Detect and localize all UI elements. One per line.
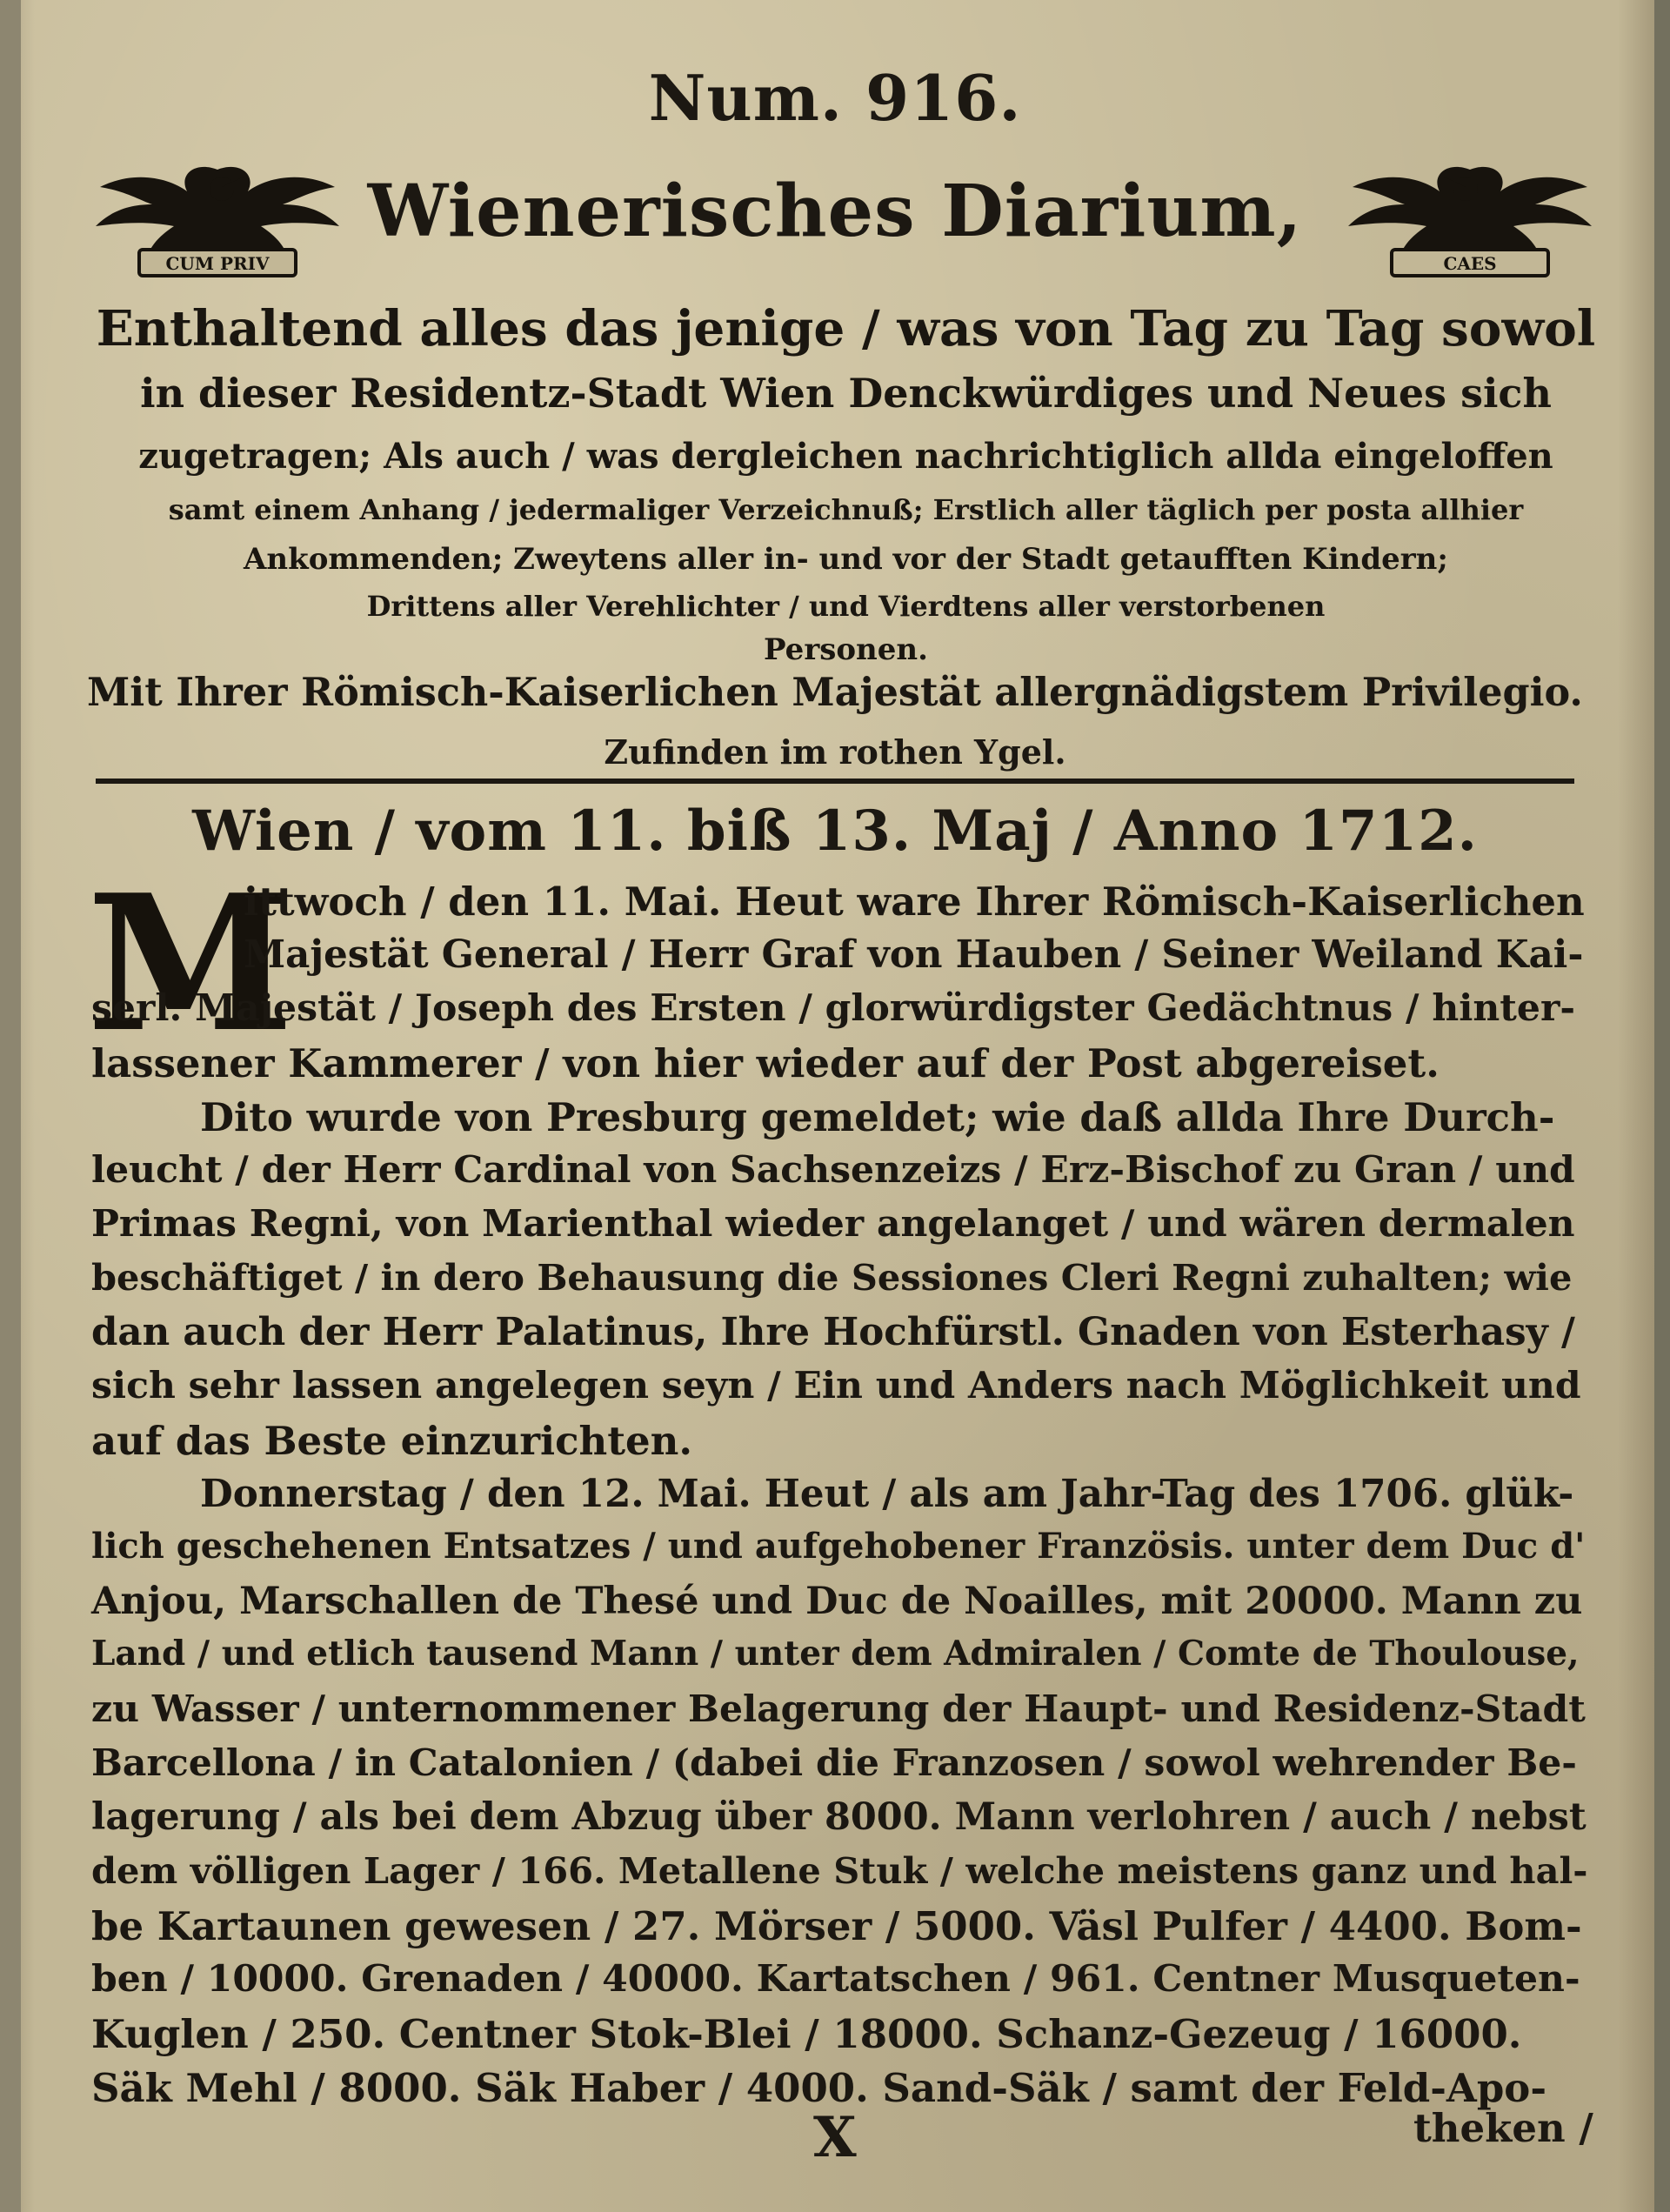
article-line: Säk Mehl / 8000. Säk Haber / 4000. Sand-Säk / samt der Feld-Apo- bbox=[91, 2065, 1546, 2111]
page-edge-right bbox=[1654, 0, 1670, 2212]
article-line: dem völligen Lager / 166. Metallene Stuk / welche meistens ganz und hal- bbox=[91, 1849, 1588, 1892]
article-line: lich geschehenen Entsatzes / und aufgehobener Französis. unter dem Duc d' bbox=[91, 1526, 1586, 1567]
page-edge-left bbox=[0, 0, 21, 2212]
article-line: Primas Regni, von Marienthal wieder angelanget / und wären dermalen bbox=[91, 1202, 1575, 1246]
eagle-emblem-left-icon bbox=[91, 152, 344, 283]
article-line: leucht / der Herr Cardinal von Sachsenzeizs / Erz-Bischof zu Gran / und bbox=[91, 1148, 1575, 1192]
article-line: Land / und etlich tausend Mann / unter dem Admiralen / Comte de Thoulouse, bbox=[91, 1634, 1580, 1674]
dateline: Wien / vom 11. biß 13. Maj / Anno 1712. bbox=[192, 799, 1478, 864]
article-line: Dito wurde von Presburg gemeldet; wie daß allda Ihre Durch- bbox=[200, 1094, 1555, 1140]
article-line: serl. Majestät / Joseph des Ersten / glorwürdigster Gedächtnus / hinter- bbox=[91, 986, 1575, 1030]
eagle-motto-left: CUM PRIV bbox=[165, 253, 270, 274]
drop-capital: M bbox=[87, 853, 294, 1073]
issue-number: Num. 916. bbox=[648, 61, 1022, 135]
article-line: sich sehr lassen angelegen seyn / Ein und Anders nach Möglichkeit und bbox=[91, 1364, 1581, 1407]
article-line: lassener Kammerer / von hier wieder auf der Post abgereiset. bbox=[91, 1040, 1440, 1086]
article-line: ittwoch / den 11. Mai. Heut ware Ihrer Römisch-Kaiserlichen bbox=[244, 879, 1585, 925]
subtitle-line: Enthaltend alles das jenige / was von Tag zu Tag sowol bbox=[96, 300, 1596, 358]
catchword: theken / bbox=[1413, 2105, 1593, 2151]
eagle-emblem-right-icon bbox=[1344, 152, 1596, 283]
subtitle-line: Drittens aller Verehlichter / und Vierdtens aller verstorbenen bbox=[366, 590, 1326, 623]
divider-rule bbox=[96, 779, 1574, 784]
article-line: auf das Beste einzurichten. bbox=[91, 1418, 693, 1464]
newspaper-title: Wienerisches Diarium, bbox=[367, 170, 1303, 253]
article-line: Donnerstag / den 12. Mai. Heut / als am Jahr-Tag des 1706. glük- bbox=[200, 1472, 1574, 1516]
privilege-line: Mit Ihrer Römisch-Kaiserlichen Majestät allergnädigstem Privilegio. bbox=[87, 670, 1583, 715]
eagle-motto-right: CAES bbox=[1443, 253, 1497, 274]
article-line: Anjou, Marschallen de Thesé und Duc de Noailles, mit 20000. Mann zu bbox=[91, 1580, 1583, 1623]
location-line: Zufinden im rothen Ygel. bbox=[604, 732, 1066, 772]
subtitle-line: zugetragen; Als auch / was dergleichen nachrichtiglich allda eingeloffen bbox=[138, 436, 1553, 477]
article-line: lagerung / als bei dem Abzug über 8000. Mann verlohren / auch / nebst bbox=[91, 1795, 1586, 1839]
subtitle-line: in dieser Residentz-Stadt Wien Denckwürdiges und Neues sich bbox=[140, 370, 1552, 417]
signature-mark: X bbox=[813, 2105, 857, 2170]
article-line: Kuglen / 250. Centner Stok-Blei / 18000. Schanz-Gezeug / 16000. bbox=[91, 2011, 1522, 2057]
article-line: Barcellona / in Catalonien / (dabei die Franzosen / sowol wehrender Be- bbox=[91, 1741, 1577, 1785]
article-line: beschäftiget / in dero Behausung die Sessiones Cleri Regni zuhalten; wie bbox=[91, 1256, 1573, 1299]
subtitle-line: samt einem Anhang / jedermaliger Verzeichnuß; Erstlich aller täglich per posta allhier bbox=[168, 493, 1524, 526]
article-line: ben / 10000. Grenaden / 40000. Kartatschen / 961. Centner Musqueten- bbox=[91, 1957, 1580, 2001]
article-line: Majestät General / Herr Graf von Hauben / Seiner Weiland Kai- bbox=[244, 932, 1584, 977]
article-line: zu Wasser / unternommener Belagerung der Haupt- und Residenz-Stadt bbox=[91, 1687, 1586, 1731]
article-line: be Kartaunen gewesen / 27. Mörser / 5000. Väsl Pulfer / 4400. Bom- bbox=[91, 1903, 1582, 1949]
subtitle-line: Ankommenden; Zweytens aller in- und vor der Stadt getaufften Kindern; bbox=[244, 542, 1448, 577]
article-line: dan auch der Herr Palatinus, Ihre Hochfürstl. Gnaden von Esterhasy / bbox=[91, 1310, 1575, 1354]
subtitle-line: Personen. bbox=[764, 632, 928, 667]
